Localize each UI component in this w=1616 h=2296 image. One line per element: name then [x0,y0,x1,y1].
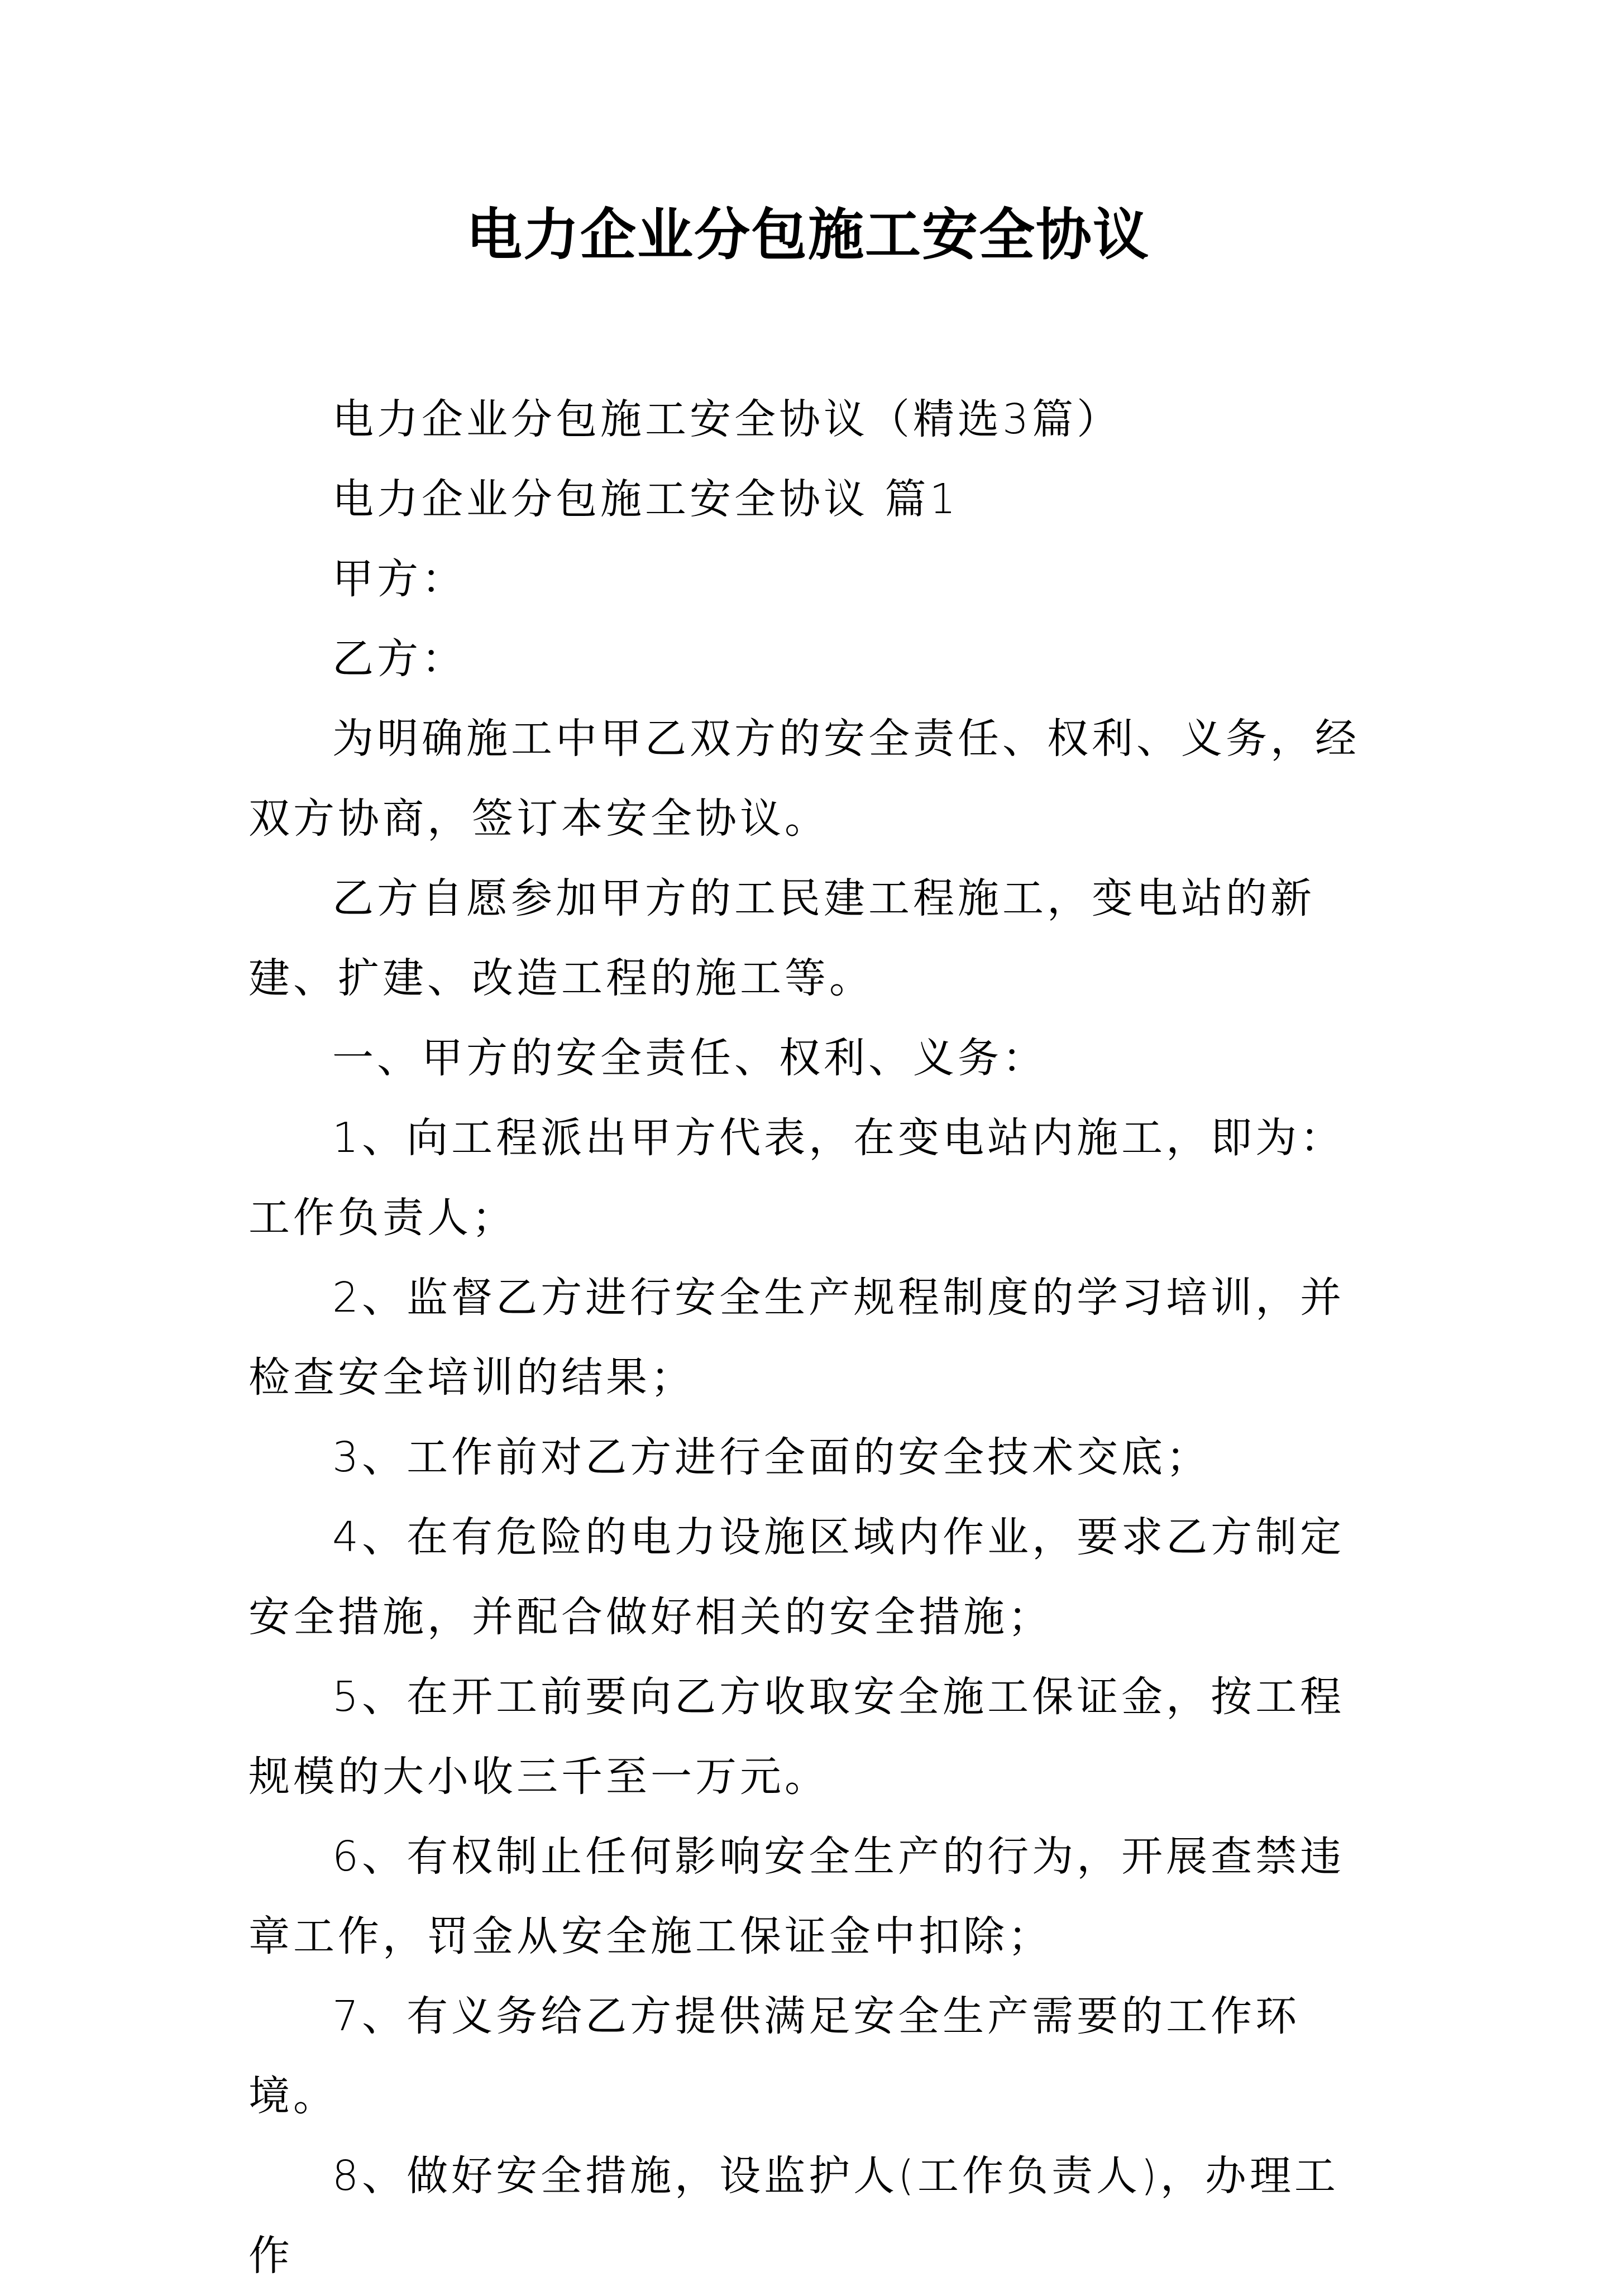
clause-item: 4、在有危险的电力设施区域内作业，要求乙方制定安全措施，并配合做好相关的安全措施； [248,1513,1345,1641]
clause-item: 6、有权制止任何影响安全生产的行为，开展查禁违章工作，罚金从安全施工保证金中扣除； [248,1833,1345,1960]
clause-item: 2、监督乙方进行安全生产规程制度的学习培训，并检查安全培训的结果； [248,1274,1345,1401]
document-title: 电力企业分包施工安全协议 [466,202,1150,267]
clause-heading: 一、甲方的安全责任、权利、义务： [332,1034,1047,1082]
document-body [248,380,1371,2296]
clause-item: 7、有义务给乙方提供满足安全生产需要的工作环境。 [248,1992,1301,2120]
party-a-line: 甲方： [332,555,466,603]
clause-item: 5、在开工前要向乙方收取安全施工保证金，按工程规模的大小收三千至一万元。 [248,1673,1345,1801]
body-paragraph: 为明确施工中甲乙双方的安全责任、权利、义务，经双方协商，签订本安全协议。 [248,715,1360,843]
clause-item: 8、做好安全措施，设监护人(工作负责人)，办理工作 [248,2152,1339,2280]
section-heading: 电力企业分包施工安全协议 篇1 [332,475,959,523]
body-paragraph: 乙方自愿参加甲方的工民建工程施工，变电站的新建、扩建、改造工程的施工等。 [248,874,1315,1002]
clause-item: 3、工作前对乙方进行全面的安全技术交底； [332,1433,1211,1481]
party-b-line: 乙方： [332,635,466,683]
subtitle-paragraph: 电力企业分包施工安全协议（精选3篇） [332,395,1122,443]
clause-item: 1、向工程派出甲方代表，在变电站内施工，即为：工作负责人； [248,1114,1345,1242]
